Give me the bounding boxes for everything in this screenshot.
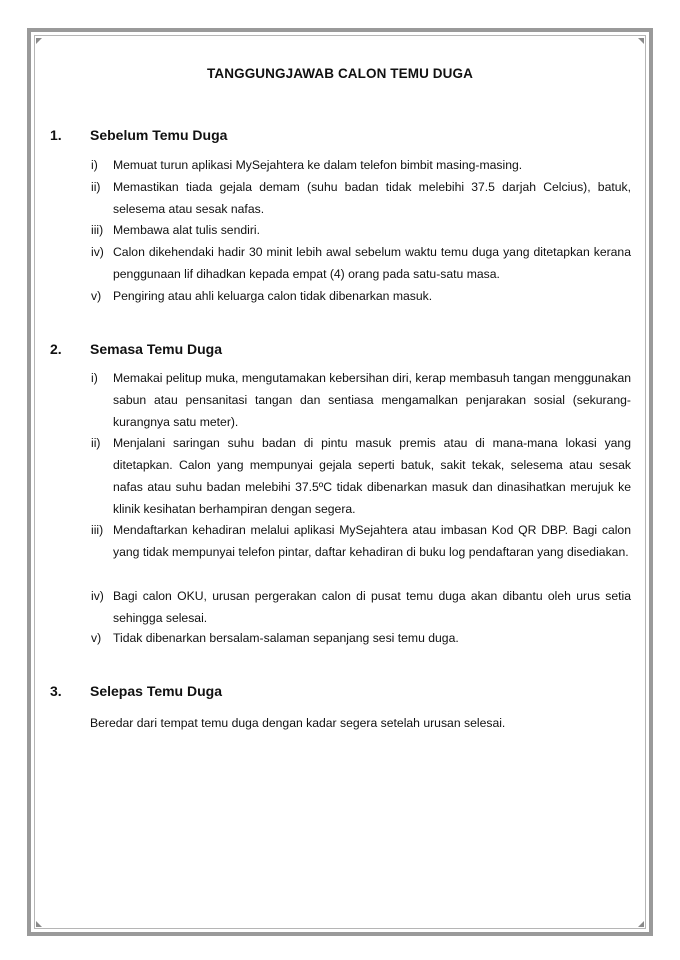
list-item-text: Memakai pelitup muka, mengutamakan kebersihan diri, kerap membasuh tangan menggunakan sabun atau pensanitasi tangan dan sentiasa mengamalkan penjarakan sosial (sekurang-kurangnya satu meter).: [113, 371, 631, 429]
section-number: 3.: [50, 683, 62, 699]
list-item: [91, 241, 631, 285]
section-number: 1.: [50, 127, 62, 143]
list-marker: iv): [91, 245, 104, 259]
list-item: [91, 285, 631, 307]
corner-ornament-icon: [36, 38, 42, 44]
list-marker: i): [91, 158, 98, 172]
list-item: [91, 154, 631, 176]
list-item-text: Menjalani saringan suhu badan di pintu masuk premis atau di mana-mana lokasi yang ditetapkan. Calon yang mempunyai gejala seperti batuk, sakit tekak, selesema atau sesak nafas atau suhu badan melebihi 37.5ºC tidak dibenarkan masuk dan dinasihatkan merujuk ke klinik kesihatan berhampiran dengan segera.: [113, 436, 631, 516]
list-item: [91, 432, 631, 520]
section-title: Selepas Temu Duga: [90, 683, 223, 699]
list-item: [91, 585, 631, 629]
list-item-text: Pengiring atau ahli keluarga calon tidak dibenarkan masuk.: [113, 289, 433, 303]
list-item: [91, 367, 631, 433]
list-item: [91, 519, 631, 563]
list-item-text: Memastikan tiada gejala demam (suhu badan tidak melebihi 37.5 darjah Celcius), batuk, selesema atau sesak nafas.: [113, 180, 631, 216]
list-item-text: Bagi calon OKU, urusan pergerakan calon di pusat temu duga akan dibantu oleh urus setia sehingga selesai.: [113, 589, 631, 625]
list-item: [91, 219, 631, 241]
corner-ornament-icon: [638, 921, 644, 927]
list-marker: iv): [91, 589, 104, 603]
list-item: [91, 627, 631, 649]
list-item-text: Tidak dibenarkan bersalam-salaman sepanjang sesi temu duga.: [113, 631, 459, 645]
list-marker: v): [91, 289, 102, 303]
list-item-text: Mendaftarkan kehadiran melalui aplikasi MySejahtera atau imbasan Kod QR DBP. Bagi calon yang tidak mempunyai telefon pintar, daftar kehadiran di buku log pendaftaran yang disediakan.: [113, 523, 631, 559]
list-item-text: Memuat turun aplikasi MySejahtera ke dalam telefon bimbit masing-masing.: [113, 158, 523, 172]
document-title: TANGGUNGJAWAB CALON TEMU DUGA: [207, 66, 473, 81]
list-item: [91, 176, 631, 220]
list-item-text: Calon dikehendaki hadir 30 minit lebih awal sebelum waktu temu duga yang ditetapkan kerana penggunaan lif dihadkan kepada empat (4) orang pada satu-satu masa.: [113, 245, 631, 281]
section-title: Sebelum Temu Duga: [90, 127, 228, 143]
corner-ornament-icon: [36, 921, 42, 927]
list-marker: iii): [91, 223, 104, 237]
section-paragraph: Beredar dari tempat temu duga dengan kadar segera setelah urusan selesai.: [90, 716, 506, 730]
list-marker: iii): [91, 523, 104, 537]
list-marker: i): [91, 371, 98, 385]
list-marker: ii): [91, 180, 101, 194]
corner-ornament-icon: [638, 38, 644, 44]
list-marker: ii): [91, 436, 101, 450]
list-item-text: Membawa alat tulis sendiri.: [113, 223, 260, 237]
list-marker: v): [91, 631, 102, 645]
section-number: 2.: [50, 341, 62, 357]
section-title: Semasa Temu Duga: [90, 341, 223, 357]
